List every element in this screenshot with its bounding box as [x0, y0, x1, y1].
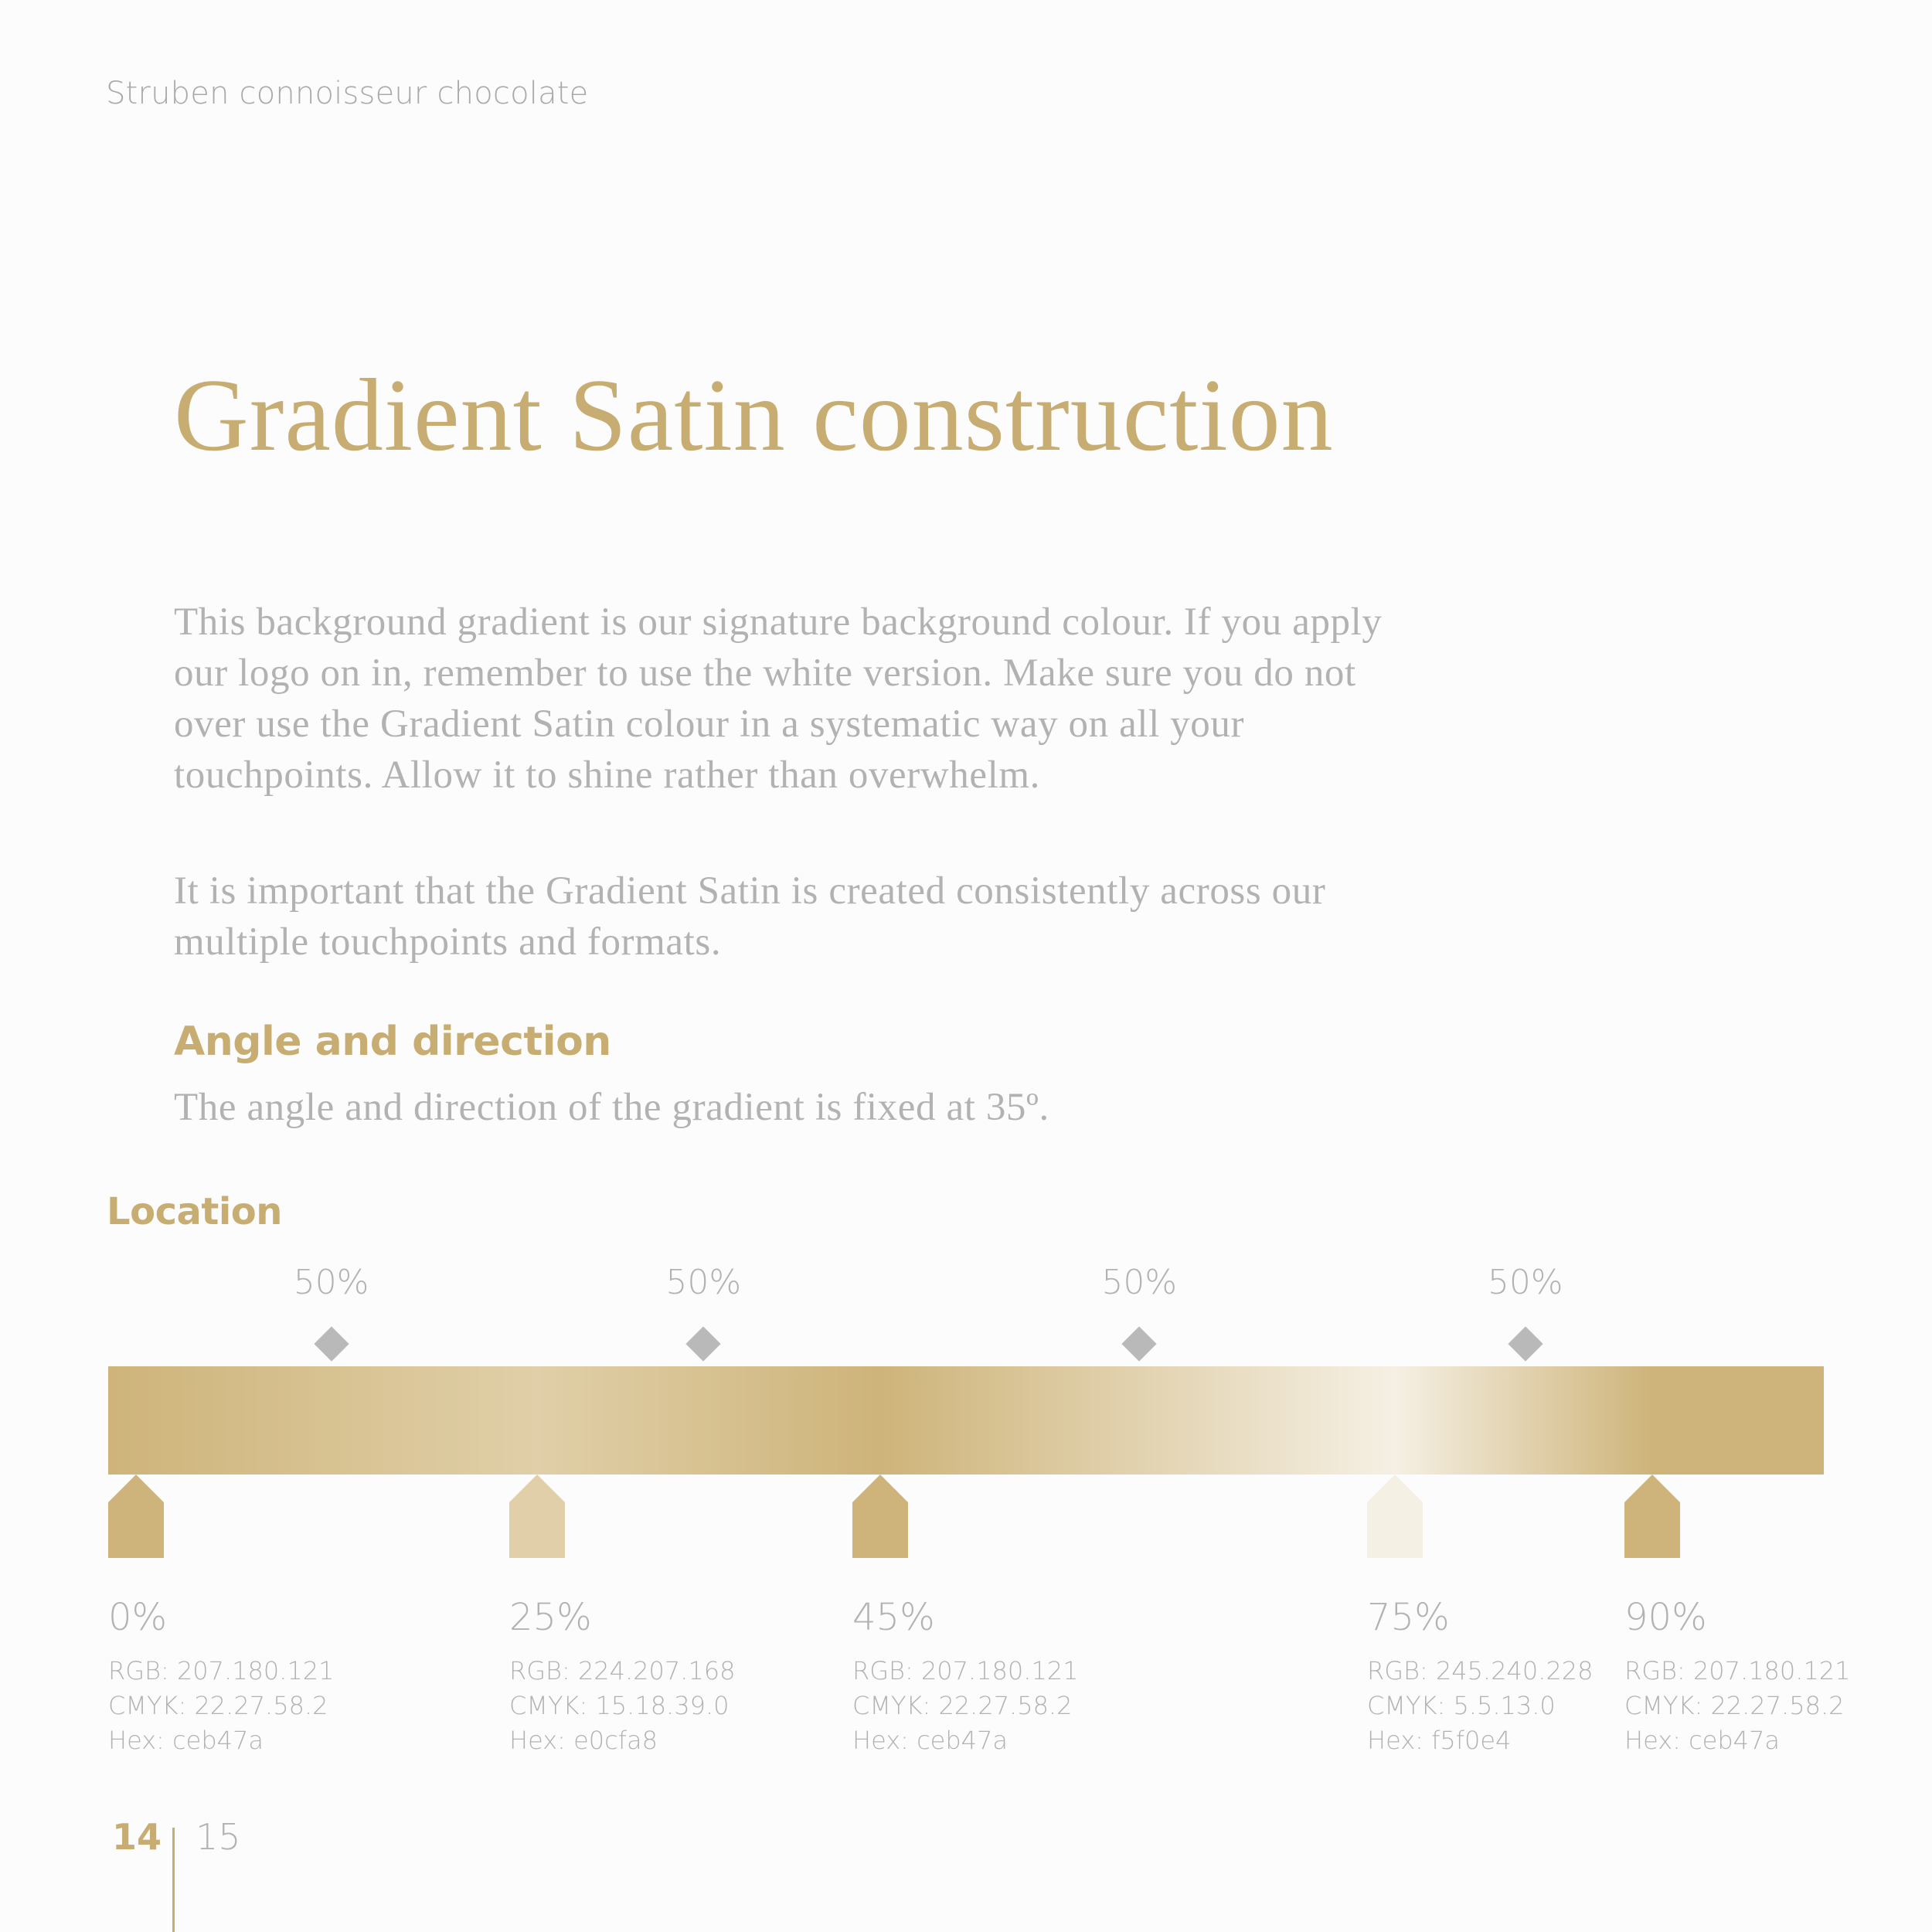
angle-text: The angle and direction of the gradient is fixed at 35º. [174, 1086, 1049, 1129]
gradient-bar [108, 1366, 1824, 1475]
page-number-current: 14 [112, 1816, 162, 1858]
stop-marker-shape [108, 1475, 164, 1558]
midpoint-label: 50% [1101, 1263, 1178, 1302]
stop-marker-icon [1624, 1475, 1680, 1558]
stop-marker-icon [509, 1475, 565, 1558]
stop-percent: 75% [1367, 1596, 1450, 1639]
stop-percent: 0% [108, 1596, 168, 1639]
stop-rgb: RGB: 207.180.121 [852, 1656, 1079, 1685]
brand-header: Struben connoisseur chocolate [106, 76, 589, 111]
stop-percent: 25% [509, 1596, 592, 1639]
stop-cmyk: CMYK: 22.27.58.2 [852, 1691, 1073, 1720]
stop-percent: 90% [1624, 1596, 1707, 1639]
stop-marker-shape [1367, 1475, 1423, 1558]
stop-cmyk: CMYK: 15.18.39.0 [509, 1691, 730, 1720]
stop-marker-shape [509, 1475, 565, 1558]
midpoint-diamond-icon [314, 1326, 349, 1361]
midpoint-diamond-icon [1122, 1326, 1157, 1361]
stop-rgb: RGB: 245.240.228 [1367, 1656, 1594, 1685]
stop-hex: Hex: f5f0e4 [1367, 1726, 1512, 1755]
stop-marker-shape [1624, 1475, 1680, 1558]
angle-heading: Angle and direction [174, 1019, 611, 1065]
stop-rgb: RGB: 224.207.168 [509, 1656, 736, 1685]
stop-marker-icon [108, 1475, 164, 1558]
stop-marker-icon [852, 1475, 908, 1558]
midpoint-diamond-icon [686, 1326, 721, 1361]
stop-hex: Hex: ceb47a [852, 1726, 1008, 1755]
stop-marker-shape [852, 1475, 908, 1558]
intro-paragraph-2: It is important that the Gradient Satin is created consistently across our multiple touchpoints and formats. [174, 869, 1326, 964]
midpoint-label: 50% [665, 1263, 742, 1302]
midpoint-label: 50% [293, 1263, 369, 1302]
stop-rgb: RGB: 207.180.121 [1624, 1656, 1851, 1685]
page-divider [172, 1828, 175, 1932]
stop-cmyk: CMYK: 5.5.13.0 [1367, 1691, 1556, 1720]
stop-percent: 45% [852, 1596, 935, 1639]
midpoint-label: 50% [1487, 1263, 1563, 1302]
stop-marker-icon [1367, 1475, 1423, 1558]
page-title: Gradient Satin construction [174, 358, 1334, 472]
stop-hex: Hex: e0cfa8 [509, 1726, 658, 1755]
stop-rgb: RGB: 207.180.121 [108, 1656, 335, 1685]
stop-hex: Hex: ceb47a [1624, 1726, 1780, 1755]
stop-cmyk: CMYK: 22.27.58.2 [108, 1691, 328, 1720]
intro-paragraph-1: This background gradient is our signature background colour. If you apply our logo on in, remember to use the white version. Make sure you do not over use the Gradient Satin colour in a systematic way on all your touchpoints. Allow it to shine rather than overwhelm. [174, 600, 1383, 797]
location-heading: Location [107, 1190, 282, 1233]
page-number-next: 15 [196, 1816, 241, 1858]
stop-cmyk: CMYK: 22.27.58.2 [1624, 1691, 1845, 1720]
midpoint-diamond-icon [1508, 1326, 1543, 1361]
stop-hex: Hex: ceb47a [108, 1726, 264, 1755]
